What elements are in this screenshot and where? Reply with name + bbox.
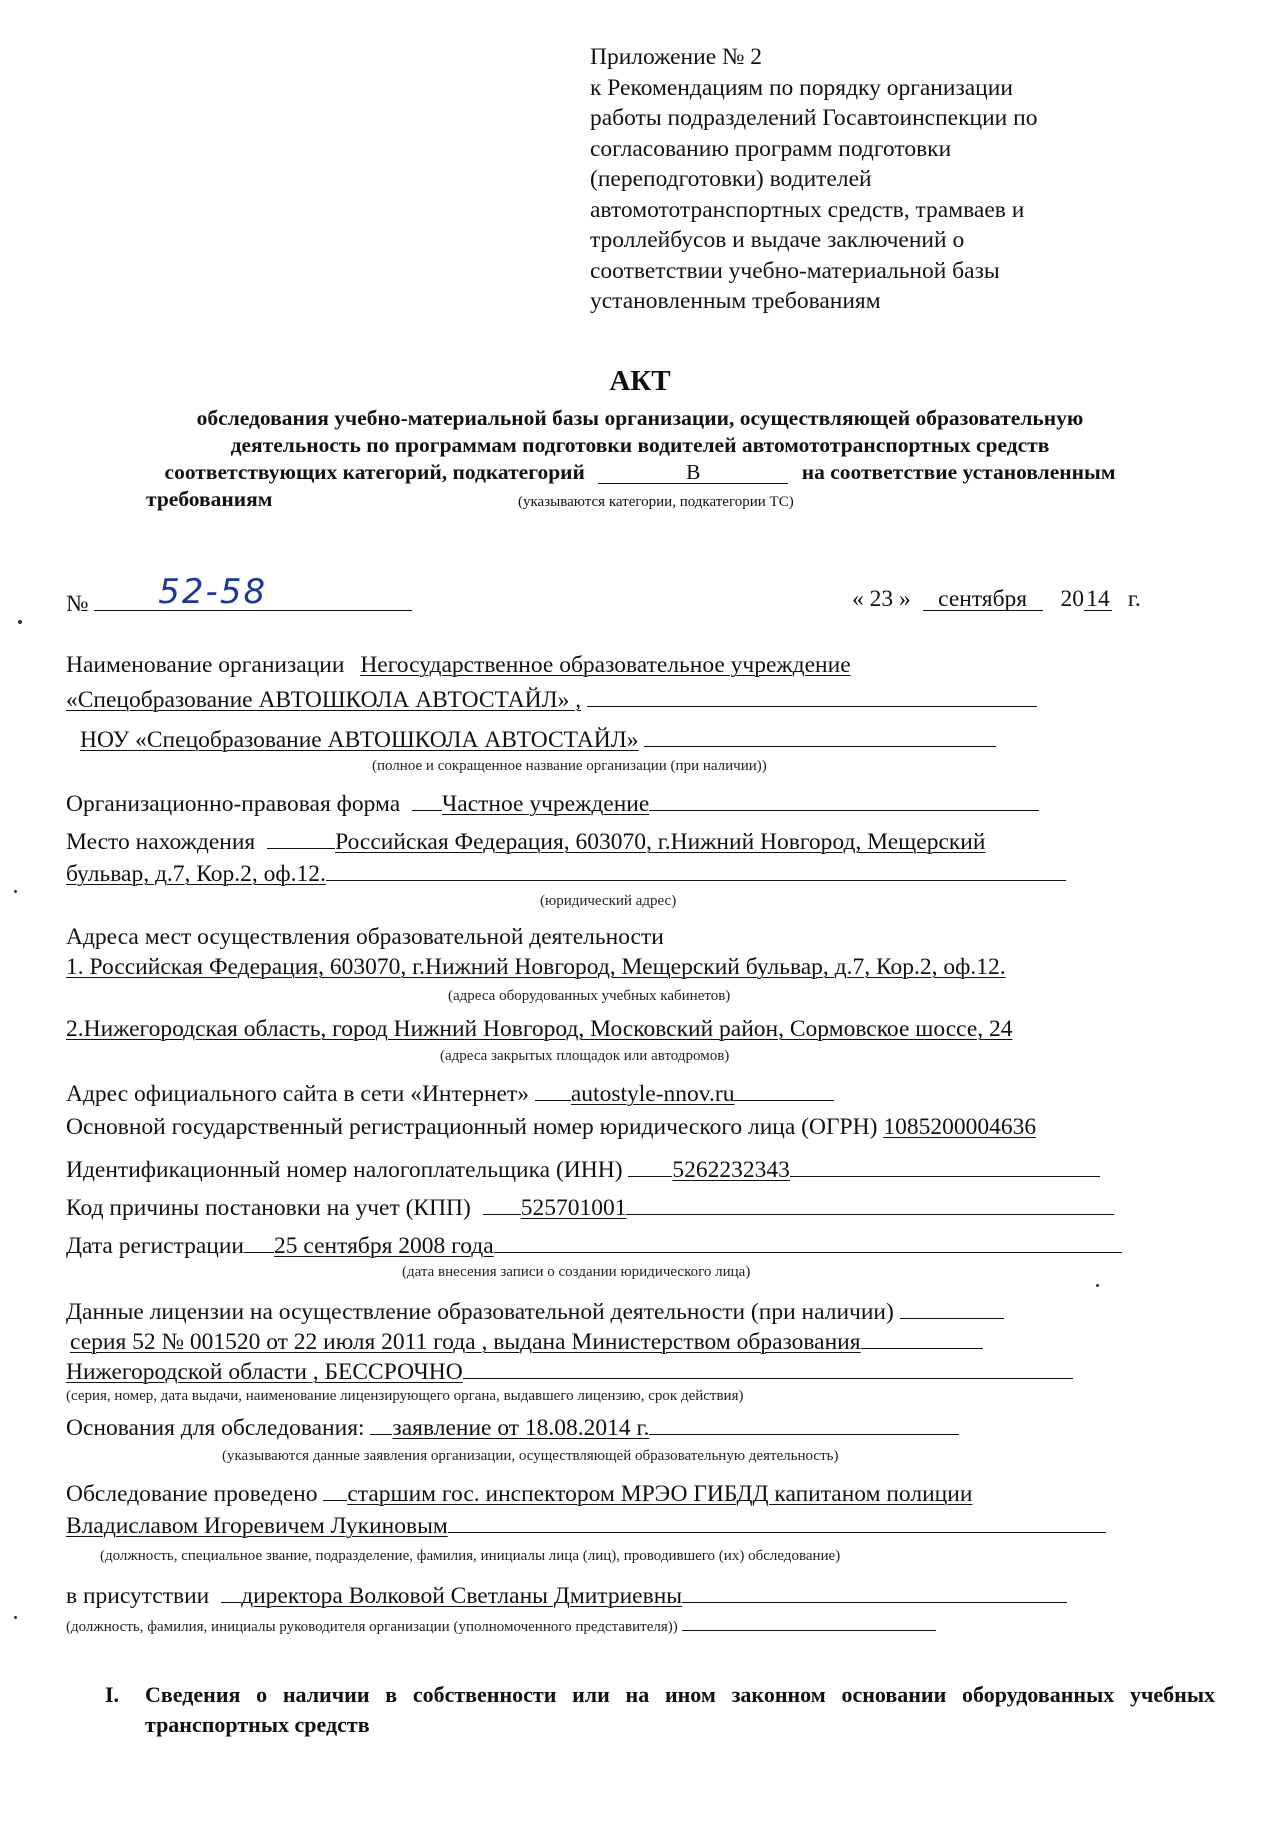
category-field: B [598, 461, 788, 484]
appendix-line: установленным требованиям [590, 288, 881, 314]
license-row [66, 1294, 1004, 1326]
scan-speck [14, 1616, 17, 1619]
registration-value: 25 сентября 2008 года [274, 1233, 494, 1259]
document-subtitle [60, 405, 1220, 513]
license-label: Данные лицензии на осуществление образовательной деятельности (при наличии) [66, 1299, 894, 1325]
category-caption: (указываются категории, подкатегории ТС) [518, 494, 794, 510]
inspection-row-2 [66, 1508, 1106, 1540]
blank-line [483, 1190, 521, 1215]
license-line2: Нижегородской области , БЕССРОЧНО [66, 1359, 463, 1385]
org-name-row [66, 652, 851, 679]
blank-line [221, 1578, 241, 1603]
blank-line [649, 786, 1039, 811]
appendix-line: Приложение № 2 [590, 44, 763, 70]
activity-caption-2: (адреса закрытых площадок или автодромов) [440, 1048, 730, 1064]
registration-row [66, 1228, 1122, 1260]
inspection-label: Обследование проведено [66, 1481, 318, 1507]
number-field [94, 572, 412, 612]
subtitle-line: обследования учебно-материальной базы организации, осуществляющей образовательную [196, 406, 1084, 430]
org-name-line1: Негосударственное образовательное учреждение [360, 652, 851, 678]
document-title: АКТ [609, 365, 671, 397]
activity-address-1-value: 1. Российская Федерация, 603070, г.Нижний Новгород, Мещерский бульвар, д.7, Кор.2, оф.12. [66, 954, 1006, 980]
appendix-line: (переподготовки) водителей [590, 166, 872, 192]
website-value: autostyle-nnov.ru [570, 1081, 735, 1107]
appendix-note [590, 42, 1230, 317]
date-month: сентября [923, 588, 1043, 611]
subtitle-line: деятельность по программам подготовки водителей автомототранспортных средств [230, 433, 1050, 457]
ogrn-row [66, 1114, 1036, 1141]
blank-line [323, 1476, 347, 1501]
website-label: Адрес официального сайта в сети «Интернет» [66, 1081, 529, 1107]
kpp-label: Код причины постановки на учет (КПП) [66, 1195, 471, 1221]
legal-form-value: Частное учреждение [442, 791, 650, 817]
section-number: I. [105, 1682, 120, 1707]
presence-caption-row [66, 1616, 936, 1636]
blank-line [370, 1410, 392, 1435]
date-quote-close: » [899, 586, 911, 612]
subtitle-line [60, 459, 1220, 486]
appendix-line: автомототранспортных средств, трамваев и [590, 196, 1025, 223]
activity-address-1 [66, 954, 1006, 981]
org-name-label: Наименование организации [66, 652, 345, 678]
handwritten-number: 52-58 [158, 572, 268, 612]
scan-speck [1096, 1284, 1099, 1287]
license-caption: (серия, номер, дата выдачи, наименование лицензирующего органа, выдавшего лицензию, срок действия) [66, 1388, 744, 1404]
subtitle-suffix: на соответствие установленным [801, 460, 1116, 484]
date-quote-open: « [852, 586, 864, 612]
subtitle-line [60, 486, 1220, 513]
blank-line [587, 682, 1037, 707]
activity-caption-1: (адреса оборудованных учебных кабинетов) [448, 988, 731, 1004]
inspection-row [66, 1476, 972, 1508]
location-line2: бульвар, д.7, Кор.2, оф.12. [66, 861, 326, 887]
registration-label: Дата регистрации [66, 1233, 245, 1259]
activity-address-2-value: 2.Нижегородская область, город Нижний Новгород, Московский район, Сормовское шоссе, 24 [66, 1016, 1013, 1042]
blank-line [244, 1228, 274, 1253]
blank-line [734, 1076, 834, 1101]
kpp-row [66, 1190, 1114, 1222]
inspection-caption: (должность, специальное звание, подразделение, фамилия, инициалы лица (лиц), проводившего (их) обследование) [100, 1548, 841, 1564]
registration-caption: (дата внесения записи о создании юридического лица) [402, 1264, 751, 1280]
basis-label: Основания для обследования: [66, 1415, 365, 1441]
inn-value: 5262232343 [672, 1157, 790, 1183]
location-label: Место нахождения [66, 829, 256, 855]
inspection-line1: старшим гос. инспектором МРЭО ГИБДД капитаном полиции [347, 1481, 973, 1507]
date-year-unit: г. [1127, 586, 1141, 612]
blank-line [626, 1190, 1114, 1215]
number-label: № [66, 591, 89, 617]
basis-row [66, 1410, 959, 1442]
legal-form-row [66, 786, 1039, 818]
blank-line [649, 1410, 959, 1435]
blank-line [326, 856, 1066, 881]
date-day: 23 [869, 586, 894, 612]
location-row [66, 824, 985, 856]
act-date [852, 586, 1141, 613]
appendix-line: согласованию программ подготовки [590, 135, 952, 162]
appendix-line: работы подразделений Госавтоинспекции по [590, 105, 1038, 131]
date-year-suffix: 14 [1084, 588, 1112, 611]
appendix-line: соответствии учебно-материальной базы [590, 257, 1000, 284]
act-number-row [66, 572, 412, 618]
blank-line [535, 1076, 571, 1101]
license-line1: серия 52 № 001520 от 22 июля 2011 года , выдана Министерством образования [70, 1329, 861, 1355]
blank-line [790, 1152, 1100, 1177]
blank-line [861, 1324, 983, 1349]
license-row-3 [66, 1354, 1073, 1386]
date-year-prefix: 20 [1060, 586, 1084, 612]
org-short-name: НОУ «Спецобразование АВТОШКОЛА АВТОСТАЙЛ» [80, 727, 639, 753]
org-short-name-row [66, 722, 996, 754]
blank-line [682, 1578, 1067, 1603]
org-name-line2: «Спецобразование АВТОШКОЛА АВТОСТАЙЛ» , [66, 687, 582, 713]
blank-line [463, 1354, 1073, 1379]
subtitle-prefix: соответствующих категорий, подкатегорий [164, 460, 585, 484]
inn-label: Идентификационный номер налогоплательщика (ИНН) [66, 1157, 623, 1183]
presence-caption: (должность, фамилия, инициалы руководителя организации (уполномоченного представителя)) [66, 1619, 678, 1635]
blank-line [267, 824, 335, 849]
activity-address-2 [66, 1016, 1013, 1043]
scan-speck [18, 620, 22, 624]
org-name-caption: (полное и сокращенное название организации (при наличии)) [372, 758, 767, 774]
legal-form-label: Организационно-правовая форма [66, 791, 401, 817]
blank-line [412, 786, 442, 811]
inn-row [66, 1152, 1100, 1184]
scan-speck [14, 890, 17, 893]
basis-caption: (указываются данные заявления организации, осуществляющей образовательную деятельность) [222, 1448, 839, 1464]
blank-line [448, 1508, 1106, 1533]
subtitle-requirements: требованиям [146, 487, 273, 511]
appendix-line: к Рекомендациям по порядку организации [590, 74, 1013, 101]
presence-label: в присутствии [66, 1583, 210, 1609]
website-row [66, 1076, 834, 1108]
blank-line [900, 1294, 1004, 1319]
blank-line [644, 722, 996, 747]
org-name-row-2 [66, 682, 1037, 714]
blank-line [682, 1616, 936, 1631]
location-caption: (юридический адрес) [540, 893, 677, 909]
presence-value: директора Волковой Светланы Дмитриевны [241, 1583, 683, 1609]
kpp-value: 525701001 [520, 1195, 627, 1221]
activity-label: Адреса мест осуществления образовательной деятельности [66, 924, 664, 950]
location-row-2 [66, 856, 1066, 888]
blank-line [494, 1228, 1122, 1253]
ogrn-value: 1085200004636 [883, 1114, 1037, 1140]
license-row-2 [66, 1324, 983, 1356]
basis-value: заявление от 18.08.2014 г. [392, 1415, 650, 1441]
location-line1: Российская Федерация, 603070, г.Нижний Новгород, Мещерский [335, 829, 986, 855]
section-title: Сведения о наличии в собственности или на ином законном основании оборудованных учебных транспортных средств [145, 1682, 1215, 1737]
ogrn-label: Основной государственный регистрационный номер юридического лица (ОГРН) [66, 1114, 878, 1140]
appendix-line: троллейбусов и выдаче заключений о [590, 227, 965, 253]
blank-line [628, 1152, 672, 1177]
inspection-line2: Владиславом Игоревичем Лукиновым [66, 1513, 448, 1539]
presence-row [66, 1578, 1067, 1610]
